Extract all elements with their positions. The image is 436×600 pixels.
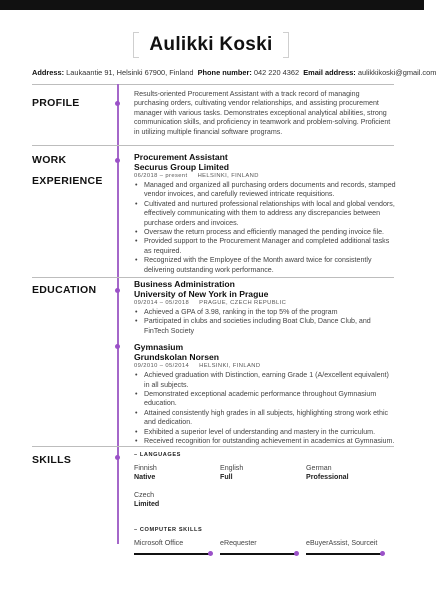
list-item: • Oversaw the return process and efficiently managed the pending invoice file.	[134, 228, 396, 237]
language-item	[220, 464, 306, 491]
phone-value: 042 220 4362	[253, 68, 300, 77]
skill-level-bar	[220, 553, 296, 555]
computer-skills-grid	[134, 539, 396, 555]
list-item: • Recognized with the Employee of the Month award twice for consistently delivering outstanding work performance.	[134, 256, 396, 275]
profile-title: PROFILE	[32, 97, 80, 109]
job-bullets	[134, 181, 396, 275]
computer-skill-name: Microsoft Office	[134, 538, 184, 547]
list-item: • Cultivated and nurtured professional relationships with local and global vendors, effectively communicating with them to address any discrepancies between purchase orders and invoices.	[134, 200, 396, 228]
computer-skill-item	[306, 539, 392, 555]
computer-skills-heading: – COMPUTER SKILLS	[134, 527, 203, 534]
edu-title: Business Administration	[134, 279, 235, 289]
skill-level-fill	[134, 553, 210, 555]
language-item	[134, 491, 220, 518]
skill-level-knob	[294, 551, 299, 556]
list-item: • Received recognition for outstanding achievement in academics at Gymnasium.	[134, 437, 396, 446]
top-bar	[0, 0, 424, 10]
edu-meta	[134, 362, 396, 371]
name-header	[133, 32, 289, 58]
work-title-line2: EXPERIENCE	[32, 175, 103, 187]
divider-education	[32, 446, 394, 447]
edu-bullets	[134, 308, 396, 336]
job-org: Securus Group Limited	[134, 162, 230, 172]
profile-text: Results-oriented Procurement Assistant with a track record of managing purchasing orders, cultivating vendor relationships, and assisting procurement manager with various tasks. Demonstrates exceptional analytical abilities, strong communication skills, and proficiency in teamwork and problem-solving. Proficient in utilizing multiple financial software programs.	[134, 90, 391, 136]
edu-meta	[134, 299, 396, 308]
computer-skill-name: eBuyerAssist, Sourceit	[306, 538, 378, 547]
language-name: German	[306, 464, 332, 473]
edu-dates: 09/2010 – 05/2014	[134, 363, 190, 370]
skill-level-knob	[380, 551, 385, 556]
job-meta	[134, 172, 396, 181]
edu-location: PRAGUE, CZECH REPUBLIC	[199, 300, 287, 306]
list-item: • Managed and organized all purchasing orders documents and records, stamped vendor invoices, and carefully reviewed intricate requisitions.	[134, 181, 396, 200]
edu-dates: 09/2014 – 05/2018	[134, 300, 190, 306]
languages-grid	[134, 464, 396, 518]
language-level: Limited	[134, 500, 160, 509]
divider-work	[32, 277, 394, 278]
candidate-name: Aulikki Koski	[149, 34, 273, 55]
divider-top	[32, 84, 394, 85]
email-label: Email address:	[303, 68, 356, 77]
skill-level-knob	[208, 551, 213, 556]
language-name: Czech	[134, 491, 155, 500]
education-section	[134, 279, 396, 446]
skill-level-fill	[306, 553, 382, 555]
computer-skill-name: eRequester	[220, 538, 257, 547]
divider-profile	[32, 145, 394, 146]
skill-level-fill	[220, 553, 296, 555]
list-item: • Provided support to the Procurement Manager and completed additional tasks as required.	[134, 237, 396, 256]
job-dates: 06/2018 – present	[134, 173, 188, 179]
edu-bullets	[134, 371, 396, 446]
list-item: • Demonstrated exceptional academic performance throughout Gymnasium education.	[134, 390, 396, 409]
timeline-dot	[115, 288, 120, 293]
list-item: • Exhibited a superior level of understanding and mastery in the curriculum.	[134, 428, 396, 437]
skills-section	[134, 451, 396, 555]
language-item	[306, 464, 392, 491]
computer-skill-item	[134, 539, 220, 555]
timeline-dot	[115, 101, 120, 106]
timeline-line	[117, 84, 119, 544]
language-level: Full	[220, 473, 233, 482]
address-value: Laukaantie 91, Helsinki 67900, Finland	[66, 68, 194, 77]
work-section	[134, 152, 396, 275]
email-value: aulikkikoski@gmail.com	[357, 68, 436, 77]
language-item	[134, 464, 220, 491]
list-item: • Achieved a GPA of 3.98, ranking in the top 5% of the program	[134, 308, 396, 317]
timeline-dot	[115, 455, 120, 460]
edu-org: Grundskolan Norsen	[134, 352, 219, 363]
language-name: Finnish	[134, 464, 157, 473]
timeline-dot	[115, 344, 120, 349]
skill-level-bar	[306, 553, 382, 555]
list-item: • Participated in clubs and societies including Boat Club, Dance Club, and FinTech Society	[134, 317, 396, 336]
contact-line	[32, 68, 436, 77]
timeline-dot	[115, 158, 120, 163]
work-title	[32, 150, 103, 192]
profile-section	[134, 90, 396, 137]
languages-heading: – LANGUAGES	[134, 452, 182, 458]
phone-label: Phone number:	[197, 68, 252, 77]
address-label: Address:	[32, 68, 65, 77]
education-title: EDUCATION	[32, 284, 97, 296]
skill-level-bar	[134, 553, 210, 555]
edu-location: HELSINKI, FINLAND	[199, 363, 261, 370]
computer-skill-item	[220, 539, 306, 555]
work-title-line1: WORK	[32, 154, 67, 166]
job-location: HELSINKI, FINLAND	[197, 173, 259, 179]
skills-title: SKILLS	[32, 454, 72, 466]
job-title: Procurement Assistant	[134, 152, 228, 162]
list-item: • Achieved graduation with Distinction, earning Grade 1 (A/excellent equivalent) in all subjects.	[134, 371, 396, 390]
edu-org: University of New York in Prague	[134, 289, 269, 299]
language-level: Native	[134, 473, 156, 482]
language-level: Professional	[306, 473, 349, 482]
edu-title: Gymnasium	[134, 342, 184, 353]
list-item: • Attained consistently high grades in all subjects, highlighting strong work ethic and dedication.	[134, 409, 396, 428]
language-name: English	[220, 464, 244, 473]
